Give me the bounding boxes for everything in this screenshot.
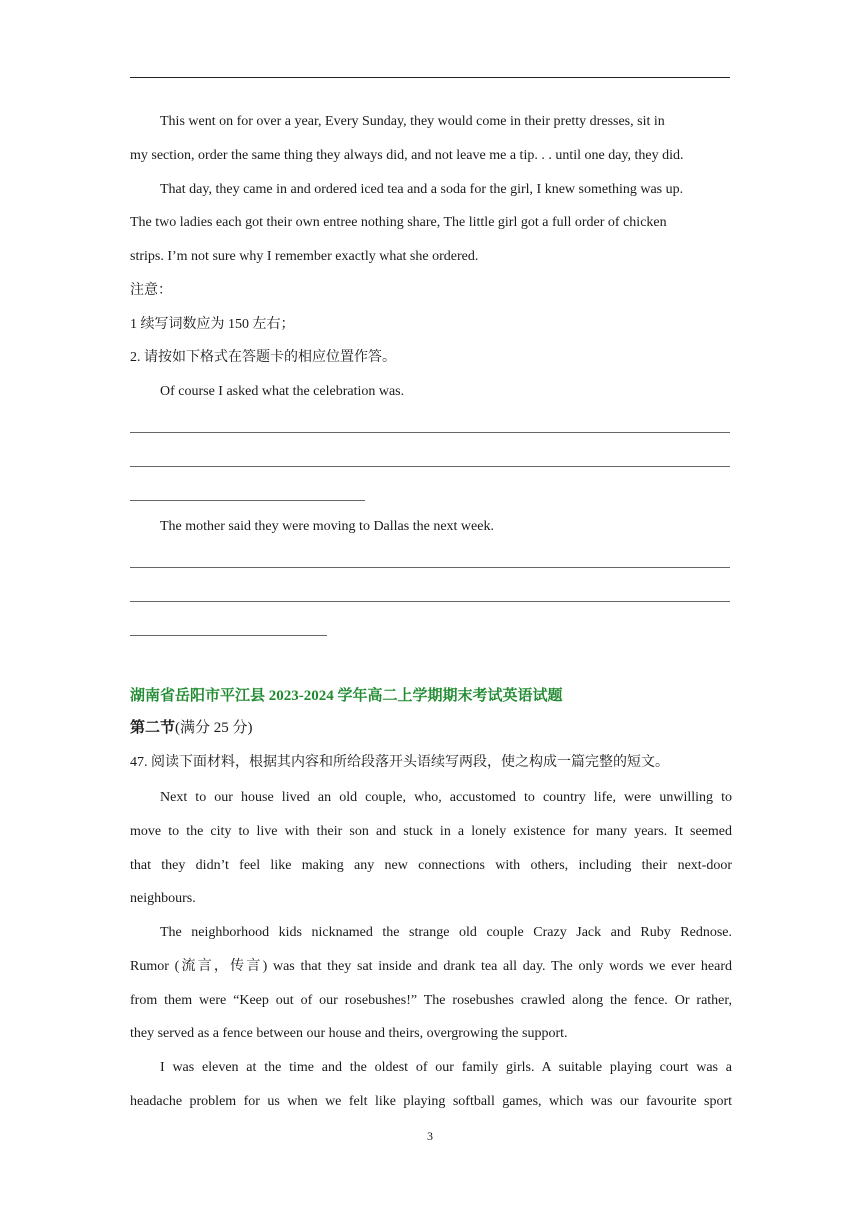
top-rule [130, 77, 730, 78]
passage-line: This went on for over a year, Every Sunday, they would come in their pretty dresses, sit in [160, 114, 665, 129]
continuation-prompt: Of course I asked what the celebration was. [160, 384, 405, 399]
answer-line [130, 635, 327, 636]
passage-line: I was eleven at the time and the oldest of our family girls. A suitable playing court was a [160, 1060, 732, 1075]
passage-line: move to the city to live with their son and stuck in a lonely existence for many years. It seemed [130, 824, 732, 839]
answer-line [130, 466, 730, 467]
answer-line [130, 601, 730, 602]
passage-line: That day, they came in and ordered iced tea and a soda for the girl, I knew something was up. [160, 182, 684, 197]
passage-line: The neighborhood kids nicknamed the strange old couple Crazy Jack and Ruby Rednose. [160, 925, 732, 940]
section-title [130, 717, 253, 739]
exam-heading: 湖南省岳阳市平江县 2023-2024 学年高二上学期期末考试英语试题 [130, 688, 563, 704]
passage-line: strips. I’m not sure why I remember exactly what she ordered. [130, 249, 479, 264]
notes-item: 1 续写词数应为 150 左右； [130, 317, 295, 332]
page-number: 3 [427, 1129, 433, 1143]
answer-line [130, 432, 730, 433]
notes-item: 2. 请按如下格式在答题卡的相应位置作答。 [130, 350, 396, 365]
section-title-score: (满分 25 分) [175, 720, 253, 736]
continuation-prompt: The mother said they were moving to Dallas the next week. [160, 519, 494, 534]
passage-line: my section, order the same thing they always did, and not leave me a tip. . . until one day, they did. [130, 148, 684, 163]
passage-line: The two ladies each got their own entree nothing share, The little girl got a full order of chicken [130, 215, 667, 230]
passage-line: headache problem for us when we felt like playing softball games, which was our favourite sport [130, 1094, 732, 1109]
notes-label: 注意： [130, 283, 172, 298]
section-title-bold: 第二节 [130, 720, 176, 736]
answer-line [130, 500, 365, 501]
passage-line: Next to our house lived an old couple, who, accustomed to country life, were unwilling to [160, 790, 732, 805]
passage-line: Rumor (流言，传言) was that they sat inside and drank tea all day. The only words we ever heard [130, 959, 732, 974]
passage-line: neighbours. [130, 891, 196, 906]
passage-line: they served as a fence between our house and theirs, overgrowing the support. [130, 1026, 568, 1041]
passage-line: that they didn’t feel like making any new connections with others, including their next-door [130, 858, 732, 873]
passage-line: from them were “Keep out of our rosebushes!” The rosebushes crawled along the fence. Or rather, [130, 993, 732, 1008]
question-instruction: 47. 阅读下面材料，根据其内容和所给段落开头语续写两段，使之构成一篇完整的短文。 [130, 755, 669, 770]
answer-line [130, 567, 730, 568]
